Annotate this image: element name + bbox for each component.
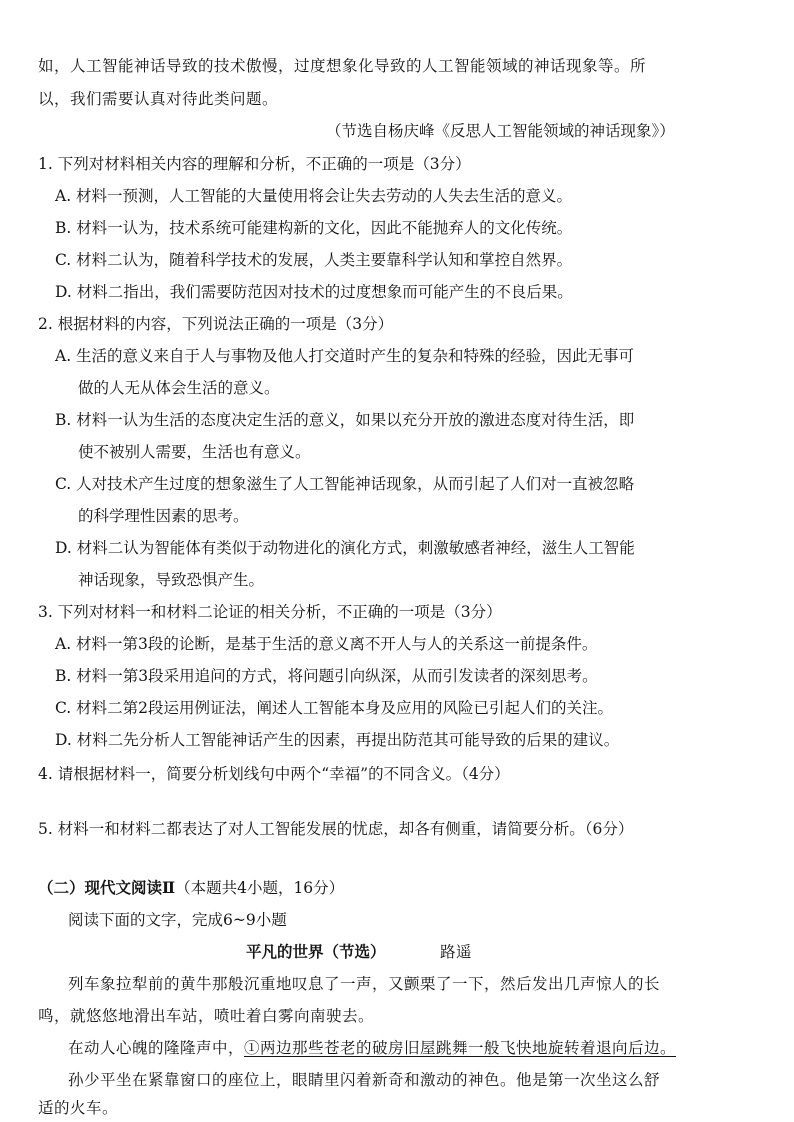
question-2-option-d-cont: 神话现象，导致恐惧产生。 (78, 571, 265, 589)
question-2-option-b-cont: 使不被别人需要，生活也有意义。 (78, 443, 311, 461)
passage-para-3-line-1: 孙少平坐在紧靠窗口的座位上，眼睛里闪着新奇和激动的神色。他是第一次坐这么舒 (68, 1071, 661, 1089)
section-2-heading (38, 877, 344, 899)
section-2-heading-bold: （二）现代文阅读Ⅱ (38, 878, 176, 897)
question-3-option-a: A. 材料一第3段的论断，是基于生活的意义离不开人与人的关系这一前提条件。 (55, 635, 598, 653)
question-1-option-c: C. 材料二认为，随着科学技术的发展，人类主要靠科学认知和掌控自然界。 (55, 251, 573, 269)
passage-para-2-prefix: 在动人心魄的隆隆声中， (68, 1039, 245, 1057)
passage-para-1-line-1: 列车象拉犁前的黄牛那般沉重地叹息了一声，又颤栗了一下，然后发出几声惊人的长 (68, 975, 661, 993)
question-3-option-d: D. 材料二先分析人工智能神话产生的因素，再提出防范其可能导致的后果的建议。 (55, 731, 620, 749)
question-2-option-c-cont: 的科学理性因素的思考。 (78, 507, 249, 525)
passage-para-3-line-2: 适的火车。 (38, 1099, 119, 1117)
underlined-sentence-1: ①两边那些苍老的破房旧屋跳舞一般飞快地旋转着退向后边。 (244, 1039, 677, 1057)
passage-para-1-line-2: 鸣，就悠悠地滑出车站，喷吐着白雾向南驶去。 (38, 1007, 375, 1025)
intro-source: （节选自杨庆峰《反思人工智能领域的神话现象》） (326, 122, 675, 140)
question-3-option-b: B. 材料一第3段采用追问的方式，将问题引向纵深，从而引发读者的深刻思考。 (55, 667, 598, 685)
intro-line-2: 以，我们需要认真对待此类问题。 (38, 90, 279, 108)
passage-para-2 (68, 1037, 676, 1059)
section-2-instruction: 阅读下面的文字，完成6~9小题 (68, 911, 287, 929)
question-2-option-b: B. 材料一认为生活的态度决定生活的意义，如果以充分开放的激进态度对待生活，即 (55, 411, 635, 429)
question-2-option-a-cont: 做的人无从体会生活的意义。 (78, 379, 280, 397)
question-1-option-d: D. 材料二指出，我们需要防范因对技术的过度想象而可能产生的不良后果。 (55, 283, 573, 301)
question-3-stem: 3. 下列对材料一和材料二论证的相关分析，不正确的一项是（3分） (38, 603, 502, 621)
question-1-option-a: A. 材料一预测，人工智能的大量使用将会让失去劳动的人失去生活的意义。 (55, 187, 573, 205)
question-4-stem: 4. 请根据材料一，简要分析划线句中两个“幸福”的不同含义。（4分） (38, 765, 510, 783)
question-1-stem: 1. 下列对材料相关内容的理解和分析，不正确的一项是（3分） (38, 155, 471, 173)
question-2-option-d: D. 材料二认为智能体有类似于动物进化的演化方式，刺激敏感者神经，滋生人工智能 (55, 539, 635, 557)
question-1-option-b: B. 材料一认为，技术系统可能建构新的文化，因此不能抛弃人的文化传统。 (55, 219, 573, 237)
question-2-stem: 2. 根据材料的内容，下列说法正确的一项是（3分） (38, 315, 394, 333)
question-2-option-a: A. 生活的意义来自于人与事物及他人打交道时产生的复杂和特殊的经验，因此无事可 (55, 347, 635, 365)
section-2-heading-rest: （本题共4小题，16分） (175, 879, 345, 897)
passage-author: 路遥 (440, 943, 473, 961)
question-2-option-c: C. 人对技术产生过度的想象滋生了人工智能神话现象，从而引起了人们对一直被忽略 (55, 475, 635, 493)
question-5-stem: 5. 材料一和材料二都表达了对人工智能发展的忧虑，却各有侧重，请简要分析。（6分） (38, 820, 634, 838)
question-3-option-c: C. 材料二第2段运用例证法，阐述人工智能本身及应用的风险已引起人们的关注。 (55, 699, 614, 717)
intro-line-1: 如，人工智能神话导致的技术傲慢，过度想象化导致的人工智能领域的神话现象等。所 (38, 57, 647, 75)
passage-title: 平凡的世界（节选） (246, 942, 386, 961)
